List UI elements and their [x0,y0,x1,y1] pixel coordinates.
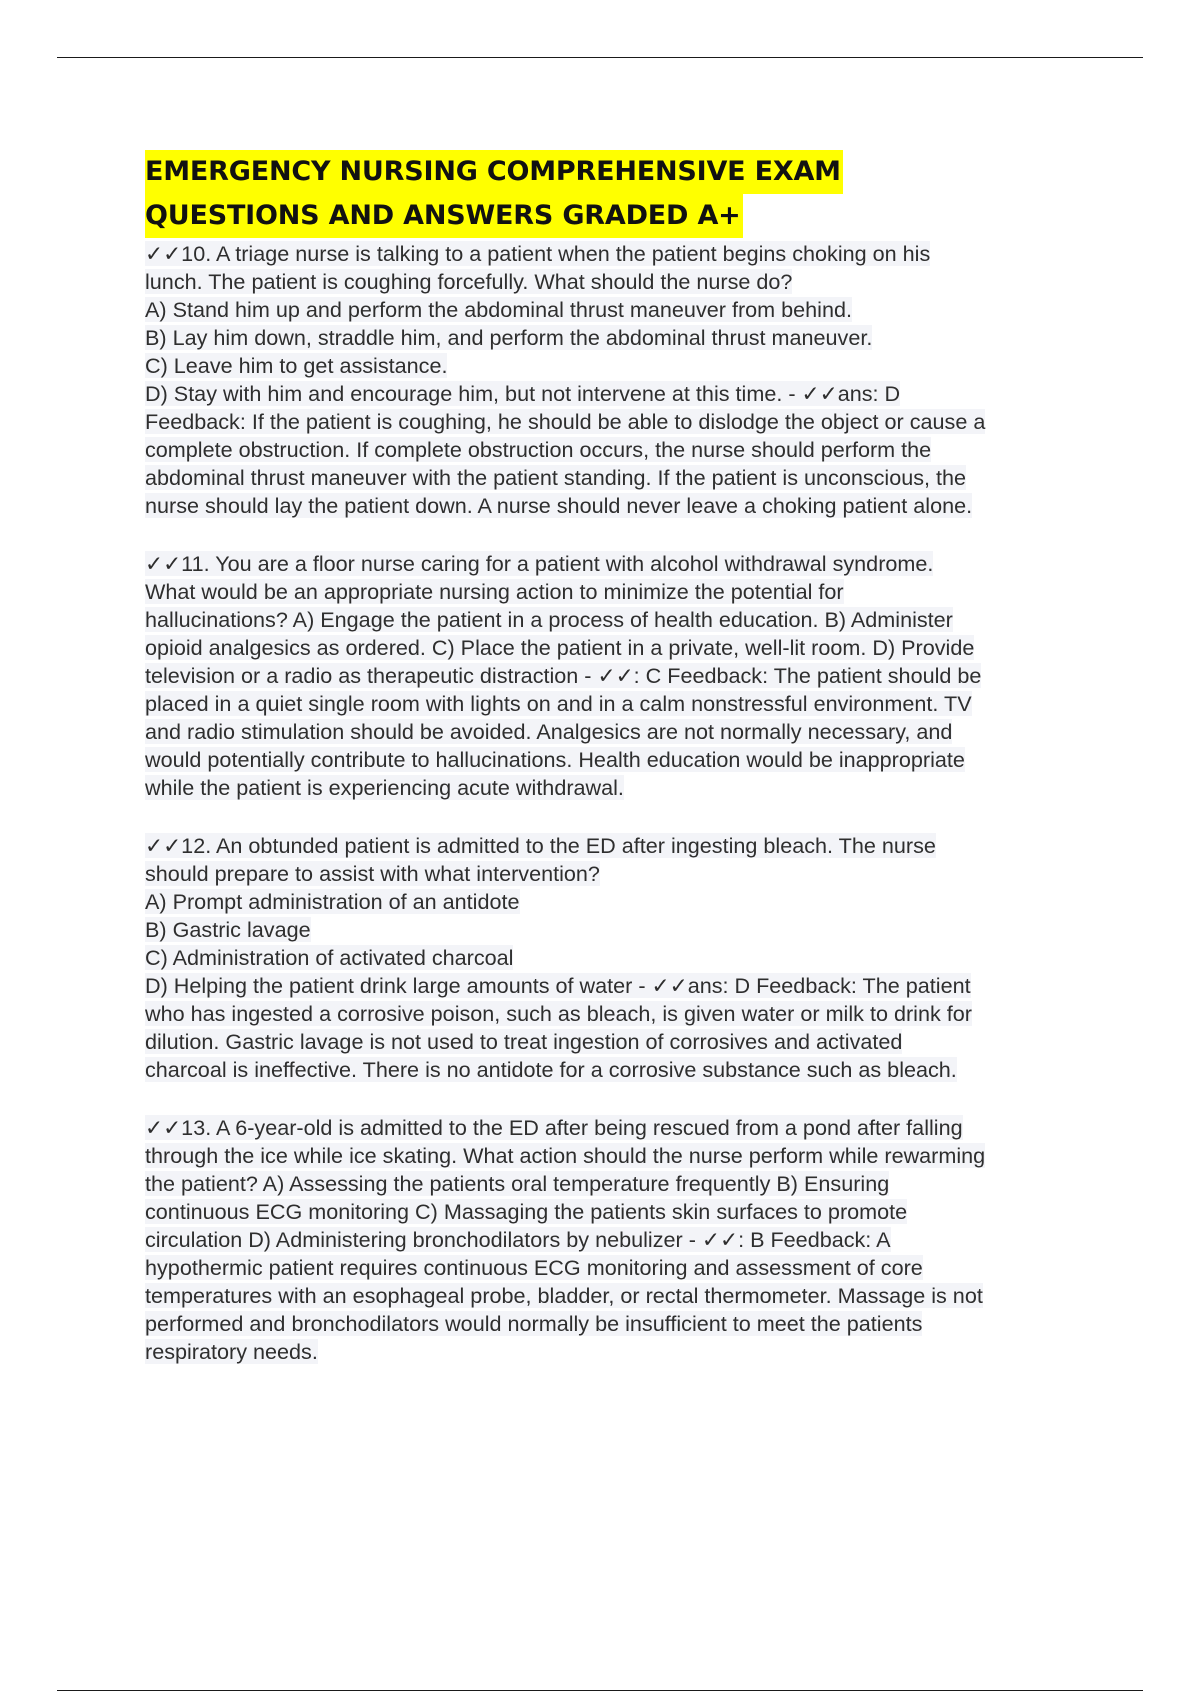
question-line [145,1254,1145,1282]
question-line [145,1282,1145,1310]
question-line-text: television or a radio as therapeutic distraction - ✓✓: C Feedback: The patient should be [145,663,982,688]
question-line-text: would potentially contribute to hallucinations. Health education would be inappropriate [145,747,965,772]
question-line [145,1142,1145,1170]
question-line-text: A) Prompt administration of an antidote [145,889,520,914]
document-title [145,150,1145,238]
question-line [145,888,1145,916]
question-line-text: B) Gastric lavage [145,917,311,942]
question-line [145,1000,1145,1028]
question-line [145,296,1145,324]
question-line [145,1028,1145,1056]
question-line-text: C) Administration of activated charcoal [145,945,514,970]
title-line-2: QUESTIONS AND ANSWERS GRADED A+ [145,194,743,238]
question-line [145,464,1145,492]
question-line [145,352,1145,380]
question-line-text: C) Leave him to get assistance. [145,353,448,378]
question-line-text: ✓✓12. An obtunded patient is admitted to the ED after ingesting bleach. The nurse [145,833,936,858]
question-line-text: abdominal thrust maneuver with the patient standing. If the patient is unconscious, the [145,465,967,490]
question-line-text: through the ice while ice skating. What action should the nurse perform while rewarming [145,1143,986,1168]
question-line-text: nurse should lay the patient down. A nurse should never leave a choking patient alone. [145,493,973,518]
question-line [145,1310,1145,1338]
question-line-text: hypothermic patient requires continuous ECG monitoring and assessment of core [145,1255,923,1280]
question-line [145,268,1145,296]
question-line [145,436,1145,464]
question-line [145,240,1145,268]
question-line-text: and radio stimulation should be avoided. Analgesics are not normally necessary, and [145,719,953,744]
question-line-text: respiratory needs. [145,1339,318,1364]
question-line-text: opioid analgesics as ordered. C) Place the patient in a private, well-lit room. D) Provide [145,635,975,660]
question-line [145,1198,1145,1226]
question-block [145,832,1145,1084]
question-line-text: ✓✓11. You are a floor nurse caring for a patient with alcohol withdrawal syndrome. [145,551,934,576]
question-line [145,408,1145,436]
question-line [145,606,1145,634]
question-line [145,1170,1145,1198]
question-line [145,1114,1145,1142]
question-line [145,550,1145,578]
question-line-text: B) Lay him down, straddle him, and perform the abdominal thrust maneuver. [145,325,873,350]
question-line-text: dilution. Gastric lavage is not used to treat ingestion of corrosives and activated [145,1029,903,1054]
question-line-text: complete obstruction. If complete obstruction occurs, the nurse should perform the [145,437,932,462]
question-line [145,718,1145,746]
question-line-text: continuous ECG monitoring C) Massaging the patients skin surfaces to promote [145,1199,908,1224]
question-block [145,550,1145,802]
question-line-text: placed in a quiet single room with lights on and in a calm nonstressful environment. TV [145,691,972,716]
question-line-text: D) Helping the patient drink large amounts of water - ✓✓ans: D Feedback: The patient [145,973,971,998]
title-line-1: EMERGENCY NURSING COMPREHENSIVE EXAM [145,150,843,194]
question-line-text: should prepare to assist with what intervention? [145,861,600,886]
question-line [145,832,1145,860]
question-line [145,774,1145,802]
question-list [145,240,1145,1366]
question-line-text: temperatures with an esophageal probe, bladder, or rectal thermometer. Massage is not [145,1283,983,1308]
question-line-text: Feedback: If the patient is coughing, he should be able to dislodge the object or cause a [145,409,986,434]
question-line [145,972,1145,1000]
question-line-text: the patient? A) Assessing the patients oral temperature frequently B) Ensuring [145,1171,890,1196]
question-block [145,240,1145,520]
question-line [145,860,1145,888]
question-line [145,690,1145,718]
question-line [145,380,1145,408]
question-line-text: What would be an appropriate nursing action to minimize the potential for [145,579,844,604]
question-line [145,324,1145,352]
question-line-text: circulation D) Administering bronchodilators by nebulizer - ✓✓: B Feedback: A [145,1227,891,1252]
document-body [145,150,1145,1366]
question-line [145,916,1145,944]
question-line-text: A) Stand him up and perform the abdominal thrust maneuver from behind. [145,297,852,322]
question-line-text: D) Stay with him and encourage him, but not intervene at this time. - ✓✓ans: D [145,381,901,406]
question-line-text: ✓✓10. A triage nurse is talking to a patient when the patient begins choking on his [145,241,931,266]
question-line-text: hallucinations? A) Engage the patient in a process of health education. B) Administer [145,607,953,632]
question-line-text: performed and bronchodilators would normally be insufficient to meet the patients [145,1311,923,1336]
question-line-text: charcoal is ineffective. There is no antidote for a corrosive substance such as bleach. [145,1057,957,1082]
bottom-rule [57,1690,1143,1691]
question-line-text: lunch. The patient is coughing forcefully. What should the nurse do? [145,269,793,294]
question-line [145,1056,1145,1084]
question-line [145,662,1145,690]
question-line-text: who has ingested a corrosive poison, such as bleach, is given water or milk to drink for [145,1001,972,1026]
question-line [145,1338,1145,1366]
question-line [145,578,1145,606]
question-line [145,746,1145,774]
question-line-text: while the patient is experiencing acute withdrawal. [145,775,624,800]
top-rule [57,57,1143,58]
question-line [145,634,1145,662]
question-line-text: ✓✓13. A 6-year-old is admitted to the ED after being rescued from a pond after falling [145,1115,963,1140]
question-line [145,1226,1145,1254]
question-block [145,1114,1145,1366]
question-line [145,492,1145,520]
question-line [145,944,1145,972]
